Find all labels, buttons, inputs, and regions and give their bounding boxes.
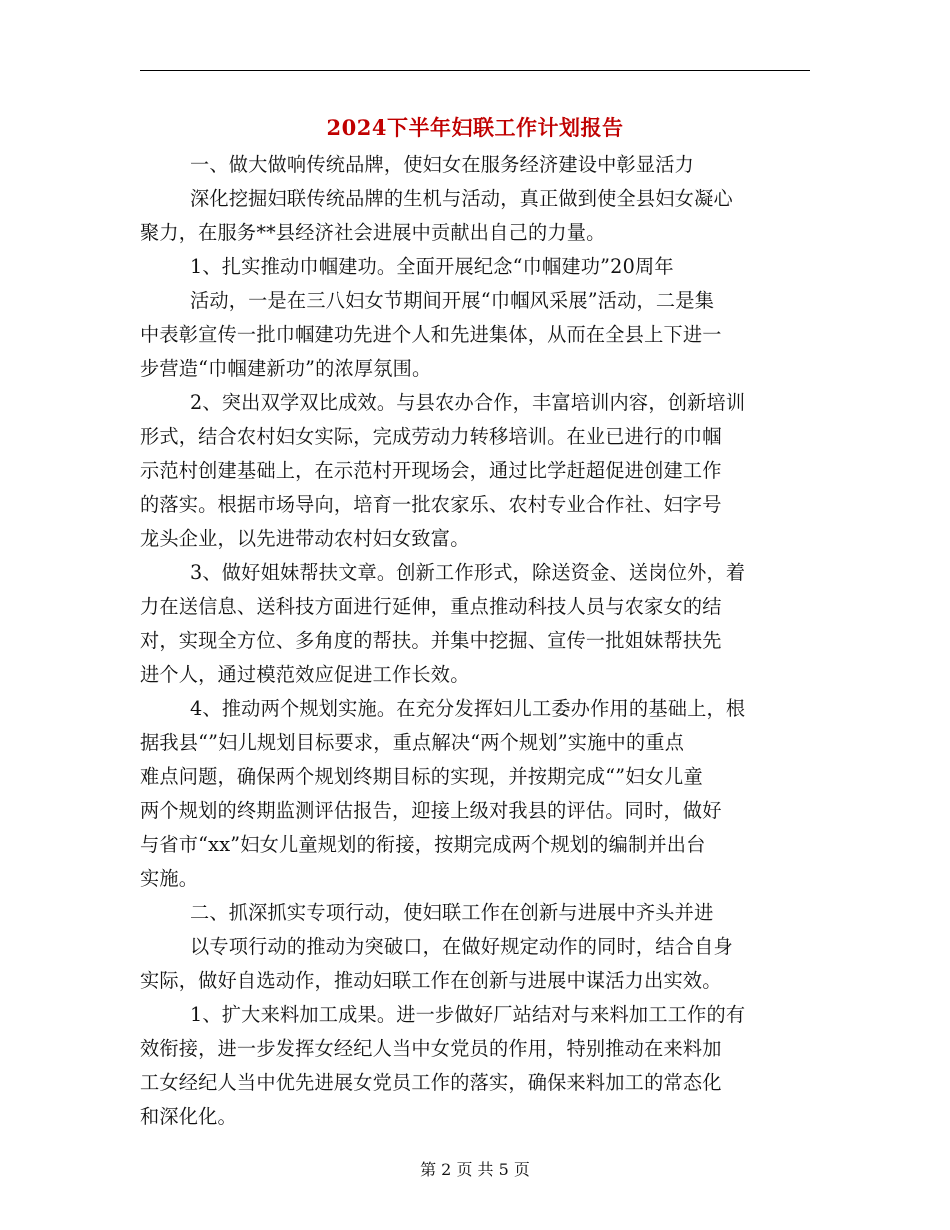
- paragraph-line: 4、推动两个规划实施。在充分发挥妇儿工委办作用的基础上，根: [190, 697, 746, 720]
- document-title: 2024下半年妇联工作计划报告: [326, 115, 624, 140]
- paragraph-line: 聚力，在服务**县经济社会进展中贡献出自己的力量。: [140, 221, 606, 244]
- paragraph-line: 实施。: [140, 867, 199, 890]
- paragraph-line: 效衔接，进一步发挥女经纪人当中女党员的作用，特别推动在来料加: [140, 1037, 722, 1060]
- paragraph-line: 以专项行动的推动为突破口，在做好规定动作的同时，结合自身: [190, 935, 733, 958]
- paragraph-line: 1、扎实推动巾帼建功。全面开展纪念“巾帼建功”20周年: [190, 255, 674, 278]
- paragraph-line: 与省市“xx”妇女儿童规划的衔接，按期完成两个规划的编制并出台: [140, 833, 706, 856]
- paragraph-line: 3、做好姐妹帮扶文章。创新工作形式，除送资金、送岗位外，着: [190, 561, 746, 584]
- paragraph-line: 难点问题，确保两个规划终期目标的实现，并按期完成“”妇女儿童: [140, 765, 703, 788]
- header-rule: [140, 70, 810, 71]
- paragraph-line: 中表彰宣传一批巾帼建功先进个人和先进集体，从而在全县上下进一: [140, 323, 722, 346]
- paragraph-line: 1、扩大来料加工成果。进一步做好厂站结对与来料加工工作的有: [190, 1003, 746, 1026]
- section-heading: 二、抓深抓实专项行动，使妇联工作在创新与进展中齐头并进: [190, 901, 714, 924]
- paragraph-line: 工女经纪人当中优先进展女党员工作的落实，确保来料加工的常态化: [140, 1071, 722, 1094]
- section-heading: 一、做大做响传统品牌，使妇女在服务经济建设中彰显活力: [190, 153, 695, 176]
- paragraph-line: 两个规划的终期监测评估报告，迎接上级对我县的评估。同时，做好: [140, 799, 722, 822]
- paragraph-line: 力在送信息、送科技方面进行延伸，重点推动科技人员与农家女的结: [140, 595, 722, 618]
- paragraph-line: 对，实现全方位、多角度的帮扶。并集中挖掘、宣传一批姐妹帮扶先: [140, 629, 722, 652]
- page-number-footer: 第 2 页 共 5 页: [420, 1160, 530, 1179]
- paragraph-line: 龙头企业，以先进带动农村妇女致富。: [140, 527, 470, 550]
- paragraph-line: 深化挖掘妇联传统品牌的生机与活动，真正做到使全县妇女凝心: [190, 187, 733, 210]
- paragraph-line: 实际，做好自选动作，推动妇联工作在创新与进展中谋活力出实效。: [140, 969, 722, 992]
- paragraph-line: 和深化化。: [140, 1105, 237, 1128]
- paragraph-line: 进个人，通过模范效应促进工作长效。: [140, 663, 470, 686]
- paragraph-line: 形式，结合农村妇女实际，完成劳动力转移培训。在业已进行的巾帼: [140, 425, 722, 448]
- paragraph-line: 据我县“”妇儿规划目标要求，重点解决“两个规划”实施中的重点: [140, 731, 685, 754]
- paragraph-line: 示范村创建基础上，在示范村开现场会，通过比学赶超促进创建工作: [140, 459, 722, 482]
- paragraph-line: 的落实。根据市场导向，培育一批农家乐、农村专业合作社、妇字号: [140, 493, 722, 516]
- paragraph-line: 2、突出双学双比成效。与县农办合作，丰富培训内容，创新培训: [190, 391, 746, 414]
- paragraph-line: 活动，一是在三八妇女节期间开展“巾帼风采展”活动，二是集: [190, 289, 715, 312]
- paragraph-line: 步营造“巾帼建新功”的浓厚氛围。: [140, 357, 432, 380]
